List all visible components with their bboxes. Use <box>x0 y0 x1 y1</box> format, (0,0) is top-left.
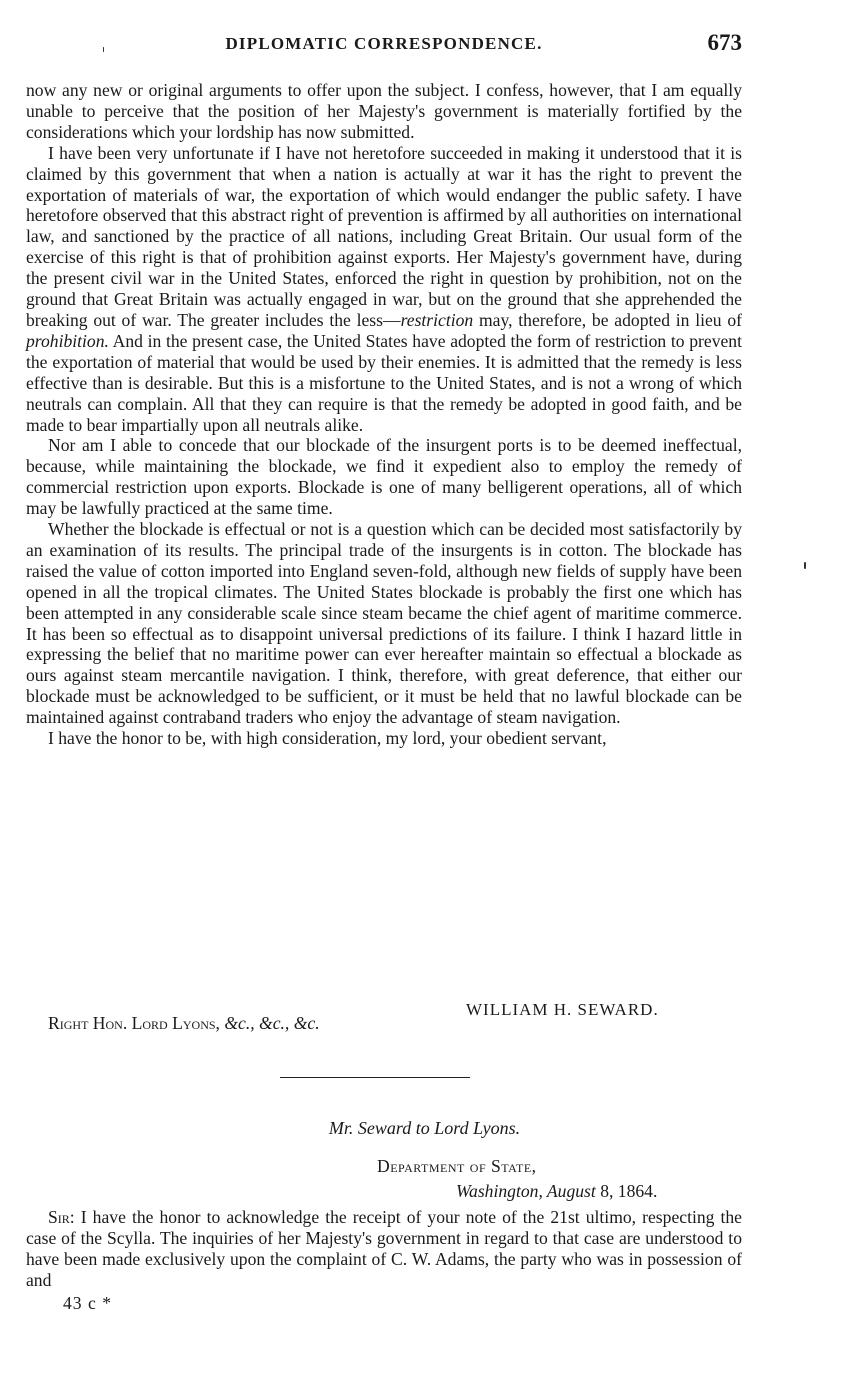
scan-speck <box>103 47 104 52</box>
printer-signature-mark: 43 c * <box>63 1293 112 1313</box>
paragraph-2-part-2: may, therefore, be adopted in lieu of <box>473 309 742 330</box>
signature: WILLIAM H. SEWARD. <box>466 1000 659 1019</box>
letter-body-text <box>26 80 742 749</box>
addressee-etc: &c., &c., &c. <box>219 1013 320 1033</box>
paragraph-4: Whether the blockade is effectual or not is a question which can be decided most satisfactorily by an examination of its results. The principal trade of the insurgents is in cotton. The blockade has raised the value of cotton imported into England seven-fold, although new fields of supply have been opened in all the tropical climates. The United States blockade is probably the first one which has been attempted in any considerable scale since steam became the chief agent of maritime commerce. It has been so effectual as to disappoint universal predictions of its failure. I think I hazard little in expressing the belief that no maritime power can ever hereafter maintain so effectual a blockade as ours against steam mercantile navigation. I think, therefore, with great deference, that either our blockade must be acknowledged to be sufficient, or it must be held that no lawful blockade can be maintained against contraband traders who enjoy the advantage of steam navigation. <box>26 519 742 728</box>
dateline <box>456 1181 657 1202</box>
paragraph-2-part-3: And in the present case, the United States have adopted the form of restriction to prevent the exportation of material that would be used by their enemies. It is admitted that the remedy is less effective than is desirable. But this is a misfortune to the United States, and is not a wrong of which neutrals can complain. All that they can require is that the remedy be adopted in good faith, and be made to bear impartially upon all neutrals alike. <box>26 330 742 435</box>
salutation: Sir <box>48 1207 70 1227</box>
word-restriction: restriction <box>400 309 474 330</box>
paragraph-2-part-1: I have been very unfortunate if I have not heretofore succeeded in making it understood that it is claimed by this government that when a nation is actually at war it has the right to prevent the exportation of materials of war, the exportation of which would endanger the public safety. I have heretofore observed that this abstract right of prevention is affirmed by all authorities on international law, and sanctioned by the practice of all nations, including Great Britain. Our usual form of the exercise of this right is that of prohibition against exports. Her Majesty's government have, during the present civil war in the United States, enforced the right in question by prohibition, not on the ground that Great Britain was actually engaged in war, but on the ground that she apprehended the breaking out of war. The greater includes the less— <box>26 142 742 330</box>
page-header <box>26 30 742 62</box>
addressee-name: Lord Lyons, <box>131 1013 220 1033</box>
paragraph-1: now any new or original arguments to offer upon the subject. I confess, however, that I am equally unable to perceive that the position of her Majesty's government is materially fortified by the considerations which your lordship has now submitted. <box>26 80 742 142</box>
next-letter-heading: Mr. Seward to Lord Lyons. <box>328 1118 521 1138</box>
department-line: Department of State, <box>377 1156 537 1176</box>
paragraph-2 <box>26 143 742 436</box>
section-divider <box>280 1077 470 1078</box>
addressee-prefix: Right Hon. <box>48 1013 132 1033</box>
dateline-month: August <box>542 1181 596 1201</box>
dateline-place: Washington, <box>456 1181 543 1201</box>
scan-speck <box>804 562 806 569</box>
next-letter-paragraph <box>26 1207 742 1291</box>
word-prohibition: prohibition. <box>26 330 109 351</box>
running-head: DIPLOMATIC CORRESPONDENCE. <box>225 34 543 53</box>
paragraph-3: Nor am I able to concede that our blockade of the insurgent ports is to be deemed ineffectual, because, while maintaining the blockade, we find it expedient also to employ the remedy of commercial restriction upon exports. Blockade is one of many belligerent operations, all of which may be lawfully practiced at the same time. <box>26 435 742 519</box>
page-number: 673 <box>707 30 742 55</box>
dateline-date: 8, 1864. <box>595 1181 658 1201</box>
next-letter-body <box>26 1207 742 1291</box>
next-letter-text: : I have the honor to acknowledge the receipt of your note of the 21st ultimo, respecting the case of the Scylla. The inquiries of her Majesty's government in regard to that case are understood to have been made exclusively upon the complaint of C. W. Adams, the party who was in possession of and <box>26 1207 742 1290</box>
closing-paragraph: I have the honor to be, with high consideration, my lord, your obedient servant, <box>48 728 607 749</box>
addressee <box>48 1013 320 1034</box>
